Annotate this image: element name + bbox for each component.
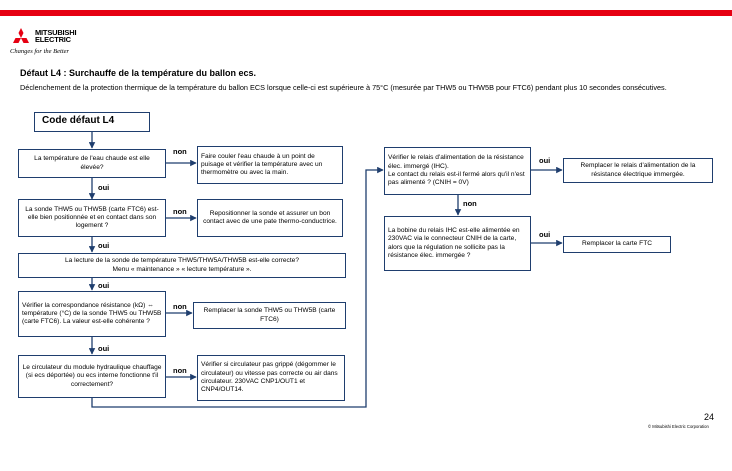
brand-name: MITSUBISHI ELECTRIC	[35, 28, 77, 44]
action-check-water-temperature: Faire couler l'eau chaude à un point de puisage et vérifier la température avec un thermomètre ou avec la main.	[197, 146, 343, 184]
action-replace-sensor: Remplacer la sonde THW5 ou THW5B (carte FTC6)	[193, 302, 346, 329]
label-no: non	[463, 199, 477, 208]
page-description: Déclenchement de la protection thermique de la température du ballon ECS lorsque celle-ci est supérieure à 75°C (mesurée par THW5 ou THW5B pour FTC6) pendant plus 10 secondes consécutives.	[20, 83, 667, 92]
action-reposition-sensor: Repositionner la sonde et assurer un bon contact avec de une pate thermo-conductrice.	[197, 199, 343, 237]
action-replace-ftc-board: Remplacer la carte FTC	[563, 236, 671, 253]
label-yes: oui	[98, 281, 110, 290]
question-relay-coil-powered: La bobine du relais IHC est-elle alimentée en 230VAC via le connecteur CNIH de la carte, alors que la régulation ne sollicite pas la résistance élec. immergée ?	[384, 216, 531, 271]
question-circulator: Le circulateur du module hydraulique chauffage (si ecs déportée) ou ecs interne fonctionne t'il correctement?	[18, 355, 166, 398]
question-sensor-position: La sonde THW5 ou THW5B (carte FTC6) est-elle bien positionnée et en contact dans son logement ?	[18, 199, 166, 237]
label-no: non	[173, 147, 187, 156]
label-no: non	[173, 207, 187, 216]
label-yes: oui	[539, 230, 551, 239]
page-title: Défaut L4 : Surchauffe de la température du ballon ecs.	[20, 68, 257, 78]
label-yes: oui	[98, 344, 110, 353]
question-resistance-check: Vérifier la correspondance résistance (kΩ) ⇔ température (°C) de la sonde THW5 ou THW5B (carte FTC6). La valeur est-elle cohérente ?	[18, 291, 166, 337]
label-no: non	[173, 302, 187, 311]
action-check-circulator: Vérifier si circulateur pas grippé (dégommer le circulateur) ou vitesse pas correcte ou air dans circulateur. 230VAC CNP1/OUT1 et CNP4/OUT14.	[197, 355, 345, 401]
question-hot-water-temperature: La température de l'eau chaude est elle élevée?	[18, 149, 166, 178]
action-replace-relay: Remplacer le relais d'alimentation de la résistance électrique immergée.	[563, 158, 713, 183]
label-yes: oui	[539, 156, 551, 165]
error-code-box: Code défaut L4	[34, 112, 150, 132]
label-yes: oui	[98, 241, 110, 250]
question-sensor-reading: La lecture de la sonde de température THW5/THW5A/THW5B est-elle correcte? Menu « maintenance » « lecture température ».	[18, 253, 346, 278]
label-yes: oui	[98, 183, 110, 192]
copyright: © Mitsubishi Electric Corporation	[648, 424, 709, 429]
label-no: non	[173, 366, 187, 375]
question-relay-contact: Vérifier le relais d'alimentation de la résistance élec. immergé (IHC). Le contact du relais est-il fermé alors qu'il n'est pas alimenté ? (CNIH = 0V)	[384, 147, 531, 195]
brand-tagline: Changes for the Better	[10, 48, 70, 55]
page-number: 24	[704, 412, 715, 422]
